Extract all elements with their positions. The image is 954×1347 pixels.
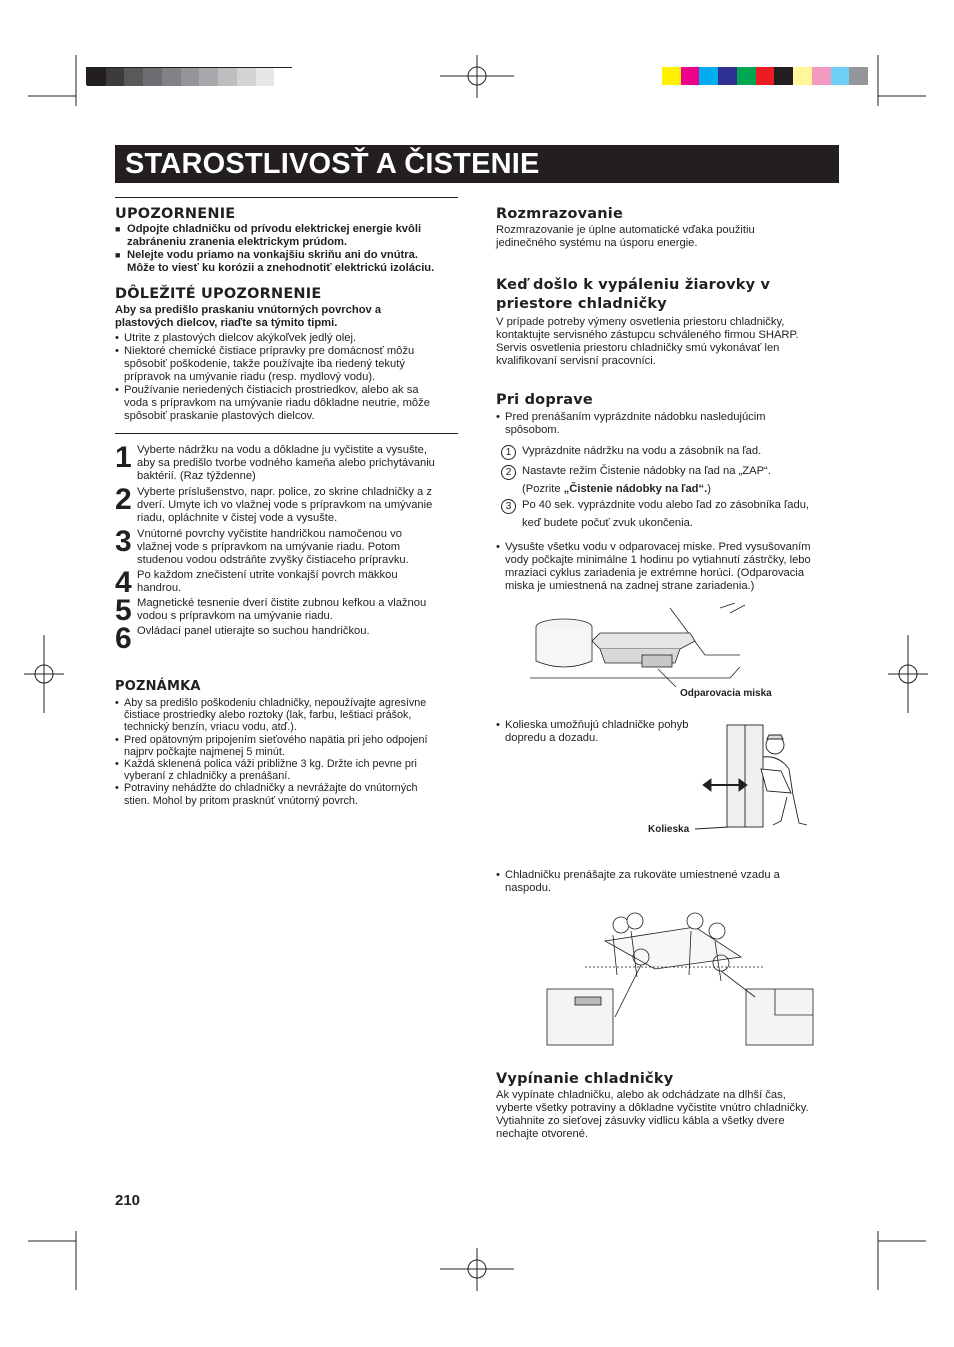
- color-swatch: [774, 67, 793, 85]
- list-item: • Kolieska umožňujú chladničke pohyb dopredu a dozadu.: [496, 719, 726, 745]
- list-item: • Niektoré chemické čistiace prípravky pre domácnosť môžu spôsobiť poškodenie, takže používajte iba riedený tekutý prípravok na umývanie riadu (resp. mydlový vodu).: [115, 345, 460, 384]
- color-swatch: [218, 68, 237, 86]
- transport-heading: Pri doprave: [496, 392, 593, 408]
- note-item: • Potraviny nehádžte do chladničky a nevrážajte do vnútorných stien. Mohol by pritom prasknúť vnútorný povrch.: [115, 782, 460, 806]
- color-swatch: [87, 68, 106, 86]
- evaporation-tray-label: Odparovacia miska: [680, 688, 772, 699]
- carrying-illustration: [545, 905, 815, 1047]
- list-item: • Chladničku prenášajte za rukoväte umiestnené vzadu a naspodu.: [496, 869, 841, 895]
- color-swatch: [737, 67, 756, 85]
- list-item: • Pred prenášaním vyprázdnite nádobku nasledujúcim spôsobom.: [496, 411, 841, 437]
- list-item: • Používanie neriedených čistiacich prostriedkov, alebo ak sa voda s prípravkom na umývanie riadu dôkladne neutrie, môže spôsobiť praskanie plastových dielcov.: [115, 384, 460, 423]
- color-swatch: [756, 67, 775, 85]
- important-heading: DÔLEŽITÉ UPOZORNENIE: [115, 286, 322, 302]
- note-item: • Pred opätovným pripojením sieťového napätia pri jeho odpojení najprv počkajte najmenej 5 minút.: [115, 734, 460, 758]
- color-swatch: [162, 68, 181, 86]
- step-reference: (Pozrite „Čistenie nádobky na ľad“.): [522, 483, 711, 495]
- transport-steps: 1 Vyprázdnite nádržku na vodu a zásobník na ľad. 2 Nastavte režim Čistenie nádobky na ľad na „ZAP“. (Pozrite „Čistenie nádobky na ľad“.) 3 Po 40 sek. vyprázdnite vodu alebo ľad zo zásobníka ľadu, keď budete počuť zvuk ukončenia.: [501, 445, 841, 535]
- color-swatch: [106, 68, 125, 86]
- list-item: • Vysušte všetku vodu v odparovacej miske. Pred vysušovaním vody počkajte minimálne 1 hodinu po vytiahnutí zástrčky, lebo mraziaci cyklus zariadenia je extrémne horúci. (Odparovacia miska je umiestnená na zadnej strane zariadenia.): [496, 541, 841, 593]
- note-heading: POZNÁMKA: [115, 679, 201, 694]
- power-off-heading: Vypínanie chladničky: [496, 1071, 674, 1087]
- color-swatch: [681, 67, 700, 85]
- color-swatch: [237, 68, 256, 86]
- note-section: [115, 679, 460, 807]
- color-swatch: [699, 67, 718, 85]
- warning-item: ■ Nelejte vodu priamo na vonkajšiu skriňu ani do vnútra. Môže to viesť ku korózii a znehodnotiť elektrickú izoláciu.: [115, 249, 435, 274]
- important-section: DÔLEŽITÉ UPOZORNENIE Aby sa predišlo praskaniu vnútorných povrchov a plastových dielcov, riaďte sa týmito tipmi. • Utrite z plastových dielcov akýkoľvek jedlý olej. • Niektoré chemické čistiace prípravky pre domácnosť môžu spôsobiť poškodenie, takže používajte iba riedený tekutý prípravok na umývanie riadu (resp. mydlový vodu). • Používanie neriedených čistiacich prostriedkov, alebo ak sa voda s prípravkom na umývanie riadu dôkladne neutrie, môže spôsobiť praskanie plastových dielcov.: [115, 286, 460, 423]
- color-swatch: [124, 68, 143, 86]
- color-swatch: [199, 68, 218, 86]
- power-off-section: Vypínanie chladničky Ak vypínate chladničku, alebo ak odchádzate na dlhší čas, vyberte všetky potraviny a dôkladne vyčistite vnútro chladničky. Vytiahnite zo sieťovej zásuvky vidlicu kábla a všetky dvere nechajte otvorené.: [496, 1071, 841, 1141]
- page-title-bar: [115, 145, 839, 183]
- color-swatch: [793, 67, 812, 85]
- warning-item: ■ Odpojte chladničku od prívodu elektrickej energie kvôli zabráneniu zranenia elektrickym prúdom.: [115, 223, 422, 248]
- divider: [115, 197, 458, 198]
- color-swatch: [812, 67, 831, 85]
- color-swatch: [181, 68, 200, 86]
- color-swatch: [718, 67, 737, 85]
- defrost-heading: Rozmrazovanie: [496, 206, 623, 222]
- list-item: • Utrite z plastových dielcov akýkoľvek jedlý olej.: [115, 332, 460, 345]
- evaporation-tray-illustration: [530, 603, 750, 687]
- divider: [115, 433, 458, 434]
- color-swatch: [662, 67, 681, 85]
- note-item: • Každá sklenená polica váži približne 3 kg. Držte ich pevne pri vyberaní z chladničky a prenášaní.: [115, 758, 460, 782]
- process-color-bar: [662, 67, 868, 85]
- note-item: • Aby sa predišlo poškodeniu chladničky, nepoužívajte agresívne čistiace prostriedky alebo roztoky (lak, farbu, leštiaci prášok, technický benzín, vriacu vodu, atď.).: [115, 697, 460, 734]
- color-swatch: [143, 68, 162, 86]
- color-swatch: [831, 67, 850, 85]
- defrost-section: Rozmrazovanie Rozmrazovanie je úplne automatické vďaka použitiu jedinečného systému na úsporu energie.: [496, 206, 841, 250]
- color-swatch: [256, 68, 275, 86]
- gray-color-bar: [86, 67, 292, 85]
- bulb-section: Keď došlo k vypáleniu žiarovky v priestore chladničky V prípade potreby výmeny osvetlenia priestoru chladničky, kontaktujte servisného zástupcu schváleného firmou SHARP. Servis osvetlenia priestoru chladničky smú vykonávať len kvalifikovaní servisní pracovníci.: [496, 276, 841, 368]
- color-swatch: [849, 67, 868, 85]
- wheels-illustration: [695, 717, 815, 837]
- page-number: 210: [115, 1192, 141, 1209]
- warning-heading: UPOZORNENIE: [115, 206, 236, 222]
- page-title: STAROSTLIVOSŤ A ČISTENIE: [125, 148, 540, 180]
- cleaning-steps: 1 Vyberte nádržku na vodu a dôkladne ju vyčistite a vysušte, aby sa predišlo tvorbe vodného kameňa alebo prichytávaniu baktérií. (Raz týždenne) 2 Vyberte príslušenstvo, napr. police, zo skrine chladničky a z dverí. Umyte ich vo vlažnej vode s prípravkom na umývanie riadu, opláchnite v čistej vode a vysušte. 3 Vnútorné povrchy vyčistite handričkou namočenou vo vlažnej vode s prípravkom na umývanie riadu. Potom studenou vodou odstráňte zvyšky čistiaceho prípravku. 4 Po každom znečistení utrite vonkajší povrch mäkkou handrou. 5 Magnetické tesnenie dverí čistite zubnou kefkou a vlažnou vodou s prípravkom na umývanie riadu. 6 Ovládací panel utierajte so suchou handričkou.: [115, 441, 435, 655]
- color-swatch: [274, 68, 293, 86]
- wheels-label: Kolieska: [648, 824, 690, 835]
- transport-section: [496, 392, 841, 437]
- bulb-heading: Keď došlo k vypáleniu žiarovky v priestore chladničky: [496, 277, 771, 312]
- warning-section: [115, 206, 460, 275]
